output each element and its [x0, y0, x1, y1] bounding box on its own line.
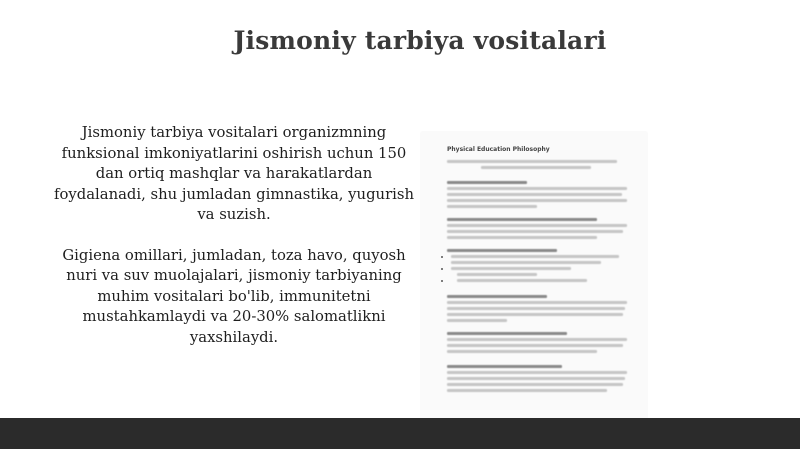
blurred-text-line	[447, 230, 623, 233]
blurred-text-line	[447, 193, 622, 196]
blurred-text-line	[447, 301, 627, 304]
document-heading: Physical Education Philosophy	[447, 146, 550, 153]
blurred-section-heading	[447, 365, 562, 368]
blurred-section-heading	[447, 295, 547, 298]
blurred-text-line	[447, 199, 627, 202]
blurred-text-line	[447, 224, 627, 227]
blurred-text-line	[457, 273, 537, 276]
blurred-text-line	[447, 236, 597, 239]
blurred-text-line	[447, 377, 625, 380]
blurred-text-line	[481, 166, 591, 169]
document-image	[421, 132, 647, 422]
blurred-text-line	[447, 350, 597, 353]
blurred-text-line	[447, 371, 627, 374]
blurred-section-heading	[447, 249, 557, 252]
blurred-text-line	[447, 389, 607, 392]
blurred-text-line	[447, 338, 627, 341]
bottom-bar	[0, 418, 800, 449]
blurred-text-line	[451, 255, 619, 258]
paragraph-exercises: Jismoniy tarbiya vositalari organizmning funksional imkoniyatlarini oshirish uchun 150 dan ortiq mashqlar va harakatlardan foydalanadi, shu jumladan gimnastika, yugurish va suzish.	[53, 124, 415, 223]
blurred-text-line	[447, 383, 623, 386]
blurred-text-line	[447, 307, 625, 310]
slide-title: Jismoniy tarbiya vositalari	[233, 26, 607, 55]
bullet-dot	[441, 280, 443, 282]
blurred-text-line	[447, 319, 507, 322]
paragraph-hygiene: Gigiena omillari, jumladan, toza havo, quyosh nuri va suv muolajalari, jismoniy tarbiyaning muhim vositalari bo'lib, immunitetni mustahkamlaydi va 20-30% salomatlikni yaxshilaydi.	[62, 246, 406, 346]
blurred-section-heading	[447, 181, 527, 184]
blurred-section-heading	[447, 332, 567, 335]
blurred-text-line	[447, 313, 623, 316]
blurred-text-line	[447, 160, 617, 163]
blurred-text-line	[451, 261, 601, 264]
bullet-dot	[441, 268, 443, 270]
bullet-dot	[441, 256, 443, 258]
blurred-text-line	[451, 267, 571, 270]
blurred-text-line	[447, 205, 537, 208]
blurred-text-line	[447, 187, 627, 190]
blurred-text-line	[457, 279, 587, 282]
blurred-section-heading	[447, 218, 597, 221]
slide-body	[52, 123, 416, 348]
blurred-text-line	[447, 344, 623, 347]
